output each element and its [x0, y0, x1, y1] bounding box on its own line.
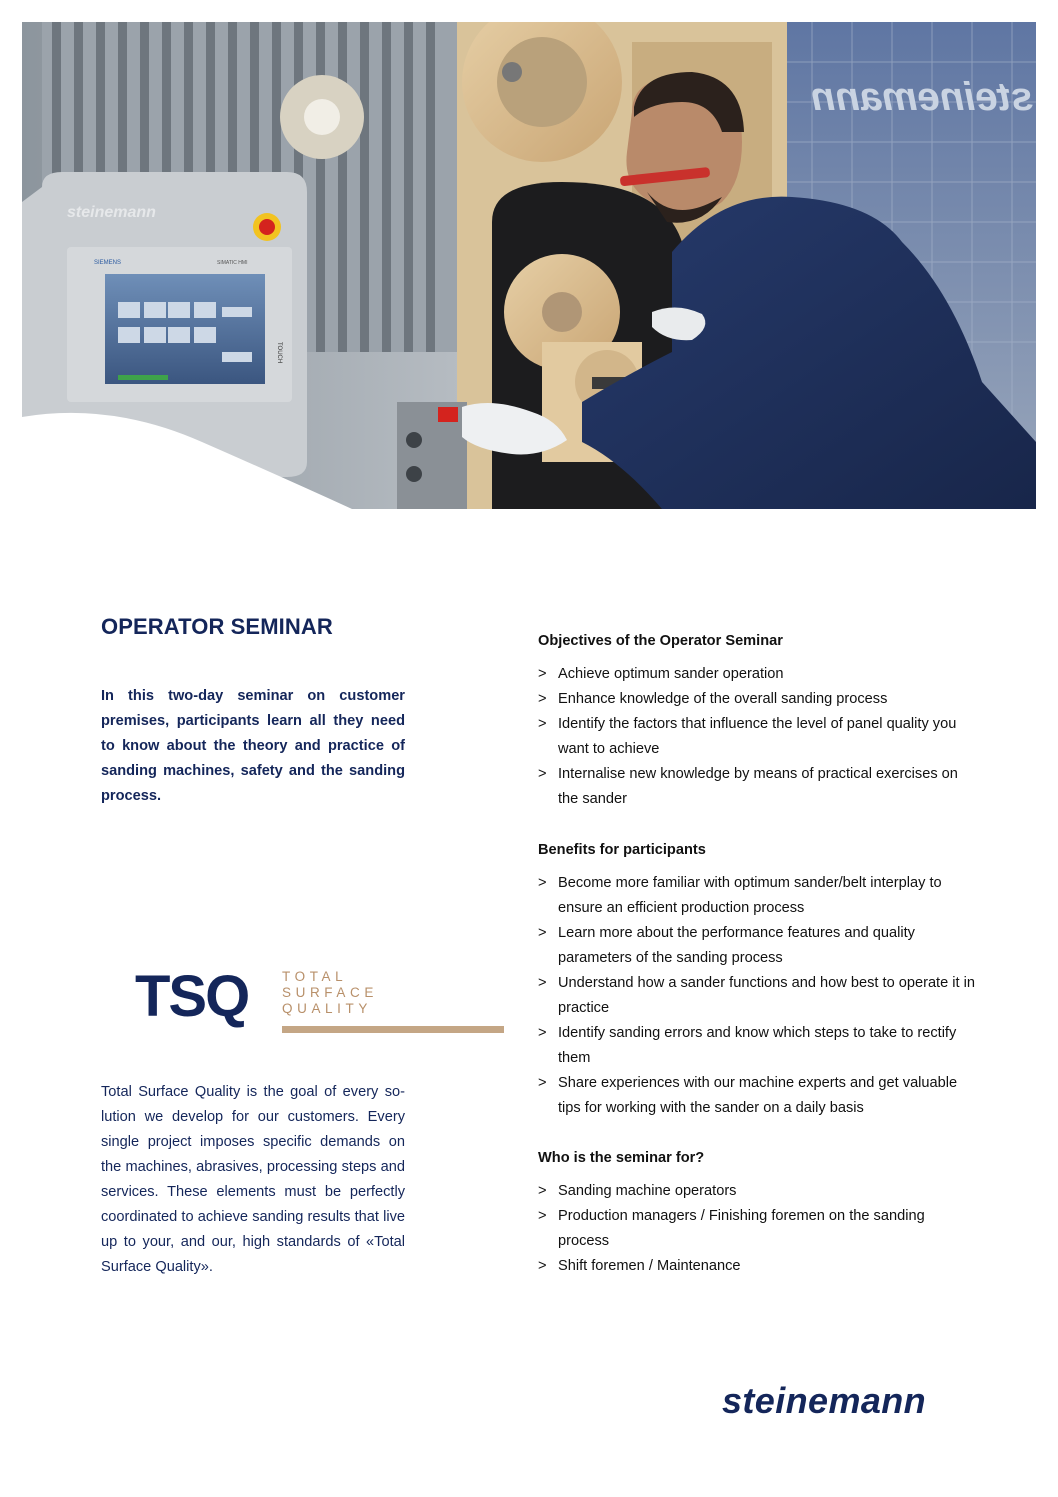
list-item: > Sanding machine operators [538, 1183, 737, 1199]
list-item: > Become more familiar with optimum sander/belt interplay to ensure an efficient production process [538, 875, 942, 916]
list-item: > Achieve optimum sander operation [538, 666, 784, 682]
audience-list [538, 1179, 978, 1279]
list-item: > Identify sanding errors and know which steps to take to rectify them [538, 1025, 957, 1066]
benefits-list [538, 871, 978, 1121]
list-item: > Learn more about the performance features and quality parameters of the sanding process [538, 925, 915, 966]
list-item: > Internalise new knowledge by means of practical exercises on the sander [538, 766, 958, 807]
hero-photo [22, 22, 1036, 509]
audience-section [538, 1150, 978, 1279]
section-heading: Who is the seminar for? [538, 1150, 705, 1166]
list-item: > Production managers / Finishing foremen on the sanding process [538, 1208, 925, 1249]
section-heading: Objectives of the Operator Seminar [538, 633, 783, 649]
tsq-letters: TSQ [135, 964, 249, 1029]
objectives-section [538, 633, 978, 812]
hero-illustration [22, 22, 1036, 509]
wall-brand: steinemann [810, 75, 1034, 119]
intro-paragraph: In this two-day seminar on customer premises, participants learn all they need to know about the theory and practice of sanding machines, safety and the sanding process. [101, 688, 405, 804]
panel-brand: steinemann [67, 204, 156, 221]
list-item: > Understand how a sander functions and how best to operate it in practice [538, 975, 975, 1016]
list-item: > Identify the factors that influence the level of panel quality you want to achieve [538, 716, 957, 757]
section-heading: Benefits for participants [538, 842, 706, 858]
svg-text:SIMATIC HMI: SIMATIC HMI [217, 260, 248, 266]
svg-text:TOUCH: TOUCH [276, 342, 282, 364]
svg-text:SIEMENS: SIEMENS [94, 260, 122, 266]
list-item: > Enhance knowledge of the overall sanding process [538, 691, 888, 707]
steinemann-logo: steinemann [722, 1380, 927, 1421]
list-item: > Share experiences with our machine experts and get valuable tips for working with the sander on a daily basis [538, 1075, 958, 1116]
tsq-underline [282, 1026, 504, 1033]
list-item: > Shift foremen / Maintenance [538, 1258, 741, 1274]
tsq-paragraph: Total Surface Quality is the goal of every so-lution we develop for our customers. Every single project imposes specific demands on the machines, abrasives, processing steps and services. These elements must be perfectly coordinated to achieve sanding results that live up to your, and our, high standards of «Total Surface Quality». [101, 1084, 405, 1275]
benefits-section [538, 842, 978, 1121]
tsq-wordmark: TOTAL SURFACE QUALITY [282, 969, 378, 1016]
tsq-logo [135, 962, 378, 1040]
objectives-list [538, 662, 978, 812]
page-title: OPERATOR SEMINAR [101, 614, 333, 639]
